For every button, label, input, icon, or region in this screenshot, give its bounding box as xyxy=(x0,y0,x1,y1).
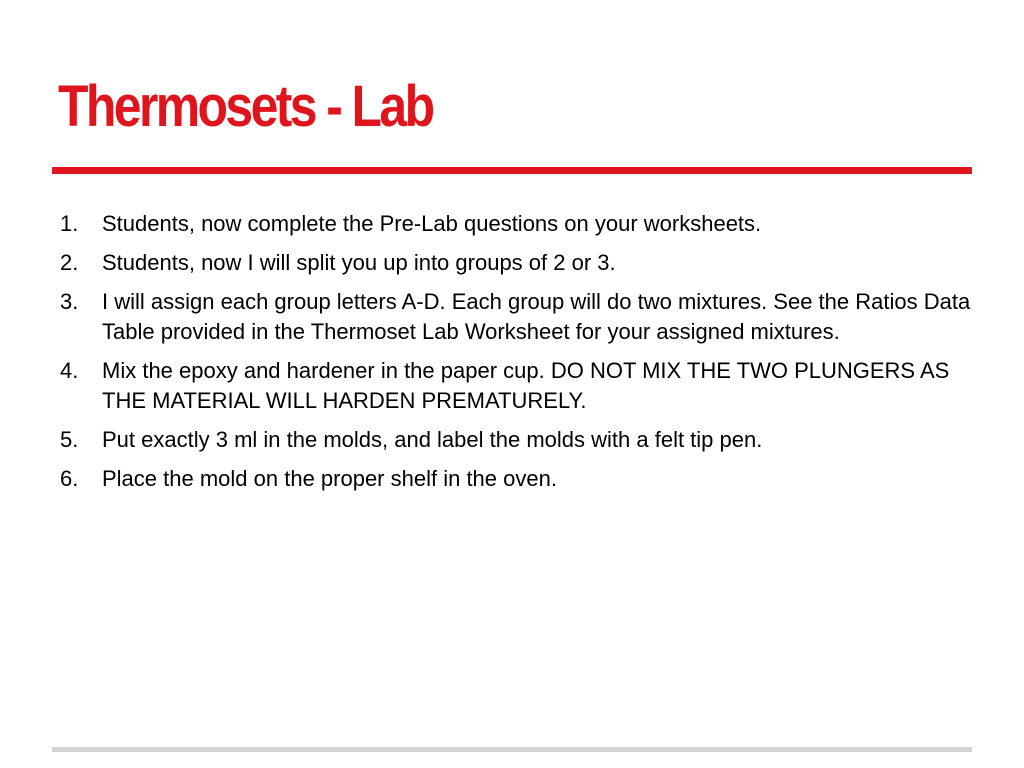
item-text: Students, now complete the Pre-Lab questions on your worksheets. xyxy=(102,211,762,236)
item-number: 1. xyxy=(60,211,79,236)
item-number: 5. xyxy=(60,427,79,452)
list-item xyxy=(60,209,985,239)
item-number: 4. xyxy=(60,358,79,383)
item-text: Mix the epoxy and hardener in the paper cup. DO NOT MIX THE TWO PLUNGERS AS THE MATERIAL WILL HARDEN PREMATURELY. xyxy=(102,358,950,413)
item-number: 3. xyxy=(60,289,79,314)
title-underline xyxy=(52,167,972,174)
instruction-list xyxy=(60,209,985,503)
list-item xyxy=(60,356,985,416)
item-number: 6. xyxy=(60,466,79,491)
item-text: Place the mold on the proper shelf in the oven. xyxy=(102,466,557,491)
list-item xyxy=(60,425,985,455)
list-item xyxy=(60,287,985,347)
item-text: Students, now I will split you up into groups of 2 or 3. xyxy=(102,250,616,275)
footer-divider xyxy=(52,747,972,752)
list-item xyxy=(60,464,985,494)
item-text: I will assign each group letters A-D. Each group will do two mixtures. See the Ratios Data Table provided in the Thermoset Lab Worksheet for your assigned mixtures. xyxy=(102,289,971,344)
list-item xyxy=(60,248,985,278)
item-text: Put exactly 3 ml in the molds, and label the molds with a felt tip pen. xyxy=(102,427,763,452)
slide-title: Thermosets - Lab xyxy=(58,74,433,139)
item-number: 2. xyxy=(60,250,79,275)
